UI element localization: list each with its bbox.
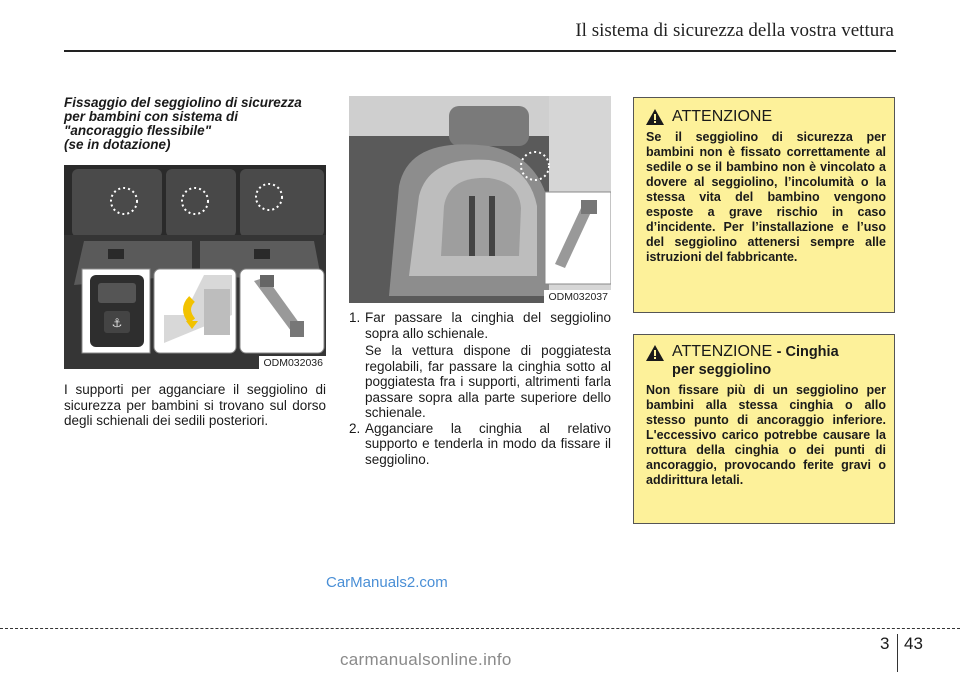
warning-box-2 bbox=[633, 334, 895, 524]
warning-1-title: ATTENZIONE bbox=[672, 108, 773, 125]
steps-list bbox=[349, 310, 611, 467]
warning-2-subtitle-a: - Cinghia bbox=[776, 344, 839, 360]
section-heading bbox=[64, 96, 332, 152]
header-rule bbox=[64, 50, 896, 52]
header-title: Il sistema di sicurezza della vostra vettura bbox=[575, 20, 894, 41]
trunk-anchor-illustration bbox=[64, 165, 326, 369]
step-2-text: Agganciare la cinghia al relativo supporto e tenderla in modo da fissare il seggiolino. bbox=[365, 420, 611, 467]
trunk-anchor-photo bbox=[64, 165, 326, 369]
page-chapter: 3 bbox=[880, 634, 890, 653]
step-2-number: 2. bbox=[349, 420, 361, 436]
section-heading-line-2: per bambini con sistema di bbox=[64, 109, 239, 124]
image-code-left: ODM032036 bbox=[259, 356, 326, 369]
child-seat-illustration bbox=[349, 96, 611, 303]
warning-2-title: ATTENZIONE bbox=[672, 343, 773, 360]
warning-box-1 bbox=[633, 97, 895, 313]
step-1-text: Far passare la cinghia del seggiolino sopra allo schienale. bbox=[365, 310, 611, 341]
warning-2-title-row bbox=[634, 335, 894, 379]
page-number: 43 bbox=[904, 634, 923, 653]
image-code-mid: ODM032037 bbox=[544, 290, 611, 303]
section-heading-line-1: Fissaggio del seggiolino di sicurezza bbox=[64, 95, 302, 110]
step-1-note: Se la vettura dispone di poggiatesta regolabili, far passare la cinghia sotto al poggiatesta fra i supporti, altrimenti farla passare sopra alla parte superiore dello schienale. bbox=[365, 343, 611, 420]
warning-1-text: Se il seggiolino di sicurezza per bambini non è fissato correttamente al sedile o se il bambino non è vincolato a dovere al seggiolino, l’incolumità o la stessa vita del bambino vengono esposte a grave rischio in caso d’incidente. Per l’installazione e l’uso del seggiolino attenersi sempre alle istruzioni del fabbricante. bbox=[646, 130, 886, 264]
child-seat-photo bbox=[349, 96, 611, 303]
watermark-link[interactable]: CarManuals2.com bbox=[326, 574, 448, 591]
step-1-number: 1. bbox=[349, 310, 361, 325]
warning-2-subtitle-b: per seggiolino bbox=[672, 362, 772, 378]
step-2 bbox=[349, 421, 611, 468]
section-heading-line-4: (se in dotazione) bbox=[64, 137, 171, 152]
section-heading-line-3: "ancoraggio flessibile" bbox=[64, 123, 212, 138]
page-number-separator bbox=[897, 634, 898, 672]
svg-text:⚓: ⚓ bbox=[111, 316, 123, 330]
left-paragraph: I supporti per agganciare il seggiolino di sicurezza per bambini si trovano sul dorso degli schienali dei sedili posteriori. bbox=[64, 382, 326, 428]
footer-dashed-rule bbox=[0, 628, 960, 629]
footer-watermark-link[interactable]: carmanualsonline.info bbox=[340, 650, 512, 669]
warning-2-title-lines bbox=[672, 343, 839, 379]
warning-1-title-row bbox=[634, 98, 894, 126]
warning-triangle-icon bbox=[646, 109, 664, 125]
warning-triangle-icon bbox=[646, 345, 664, 361]
step-1 bbox=[349, 310, 611, 341]
warning-2-text: Non fissare più di un seggiolino per bambini alla stessa cinghia o allo stesso punto di ancoraggio inferiore. L'eccessivo carico potrebbe causare la rottura della cinghia o dei punti di ancoraggio, provocando ferite gravi o addirittura letali. bbox=[646, 383, 886, 487]
